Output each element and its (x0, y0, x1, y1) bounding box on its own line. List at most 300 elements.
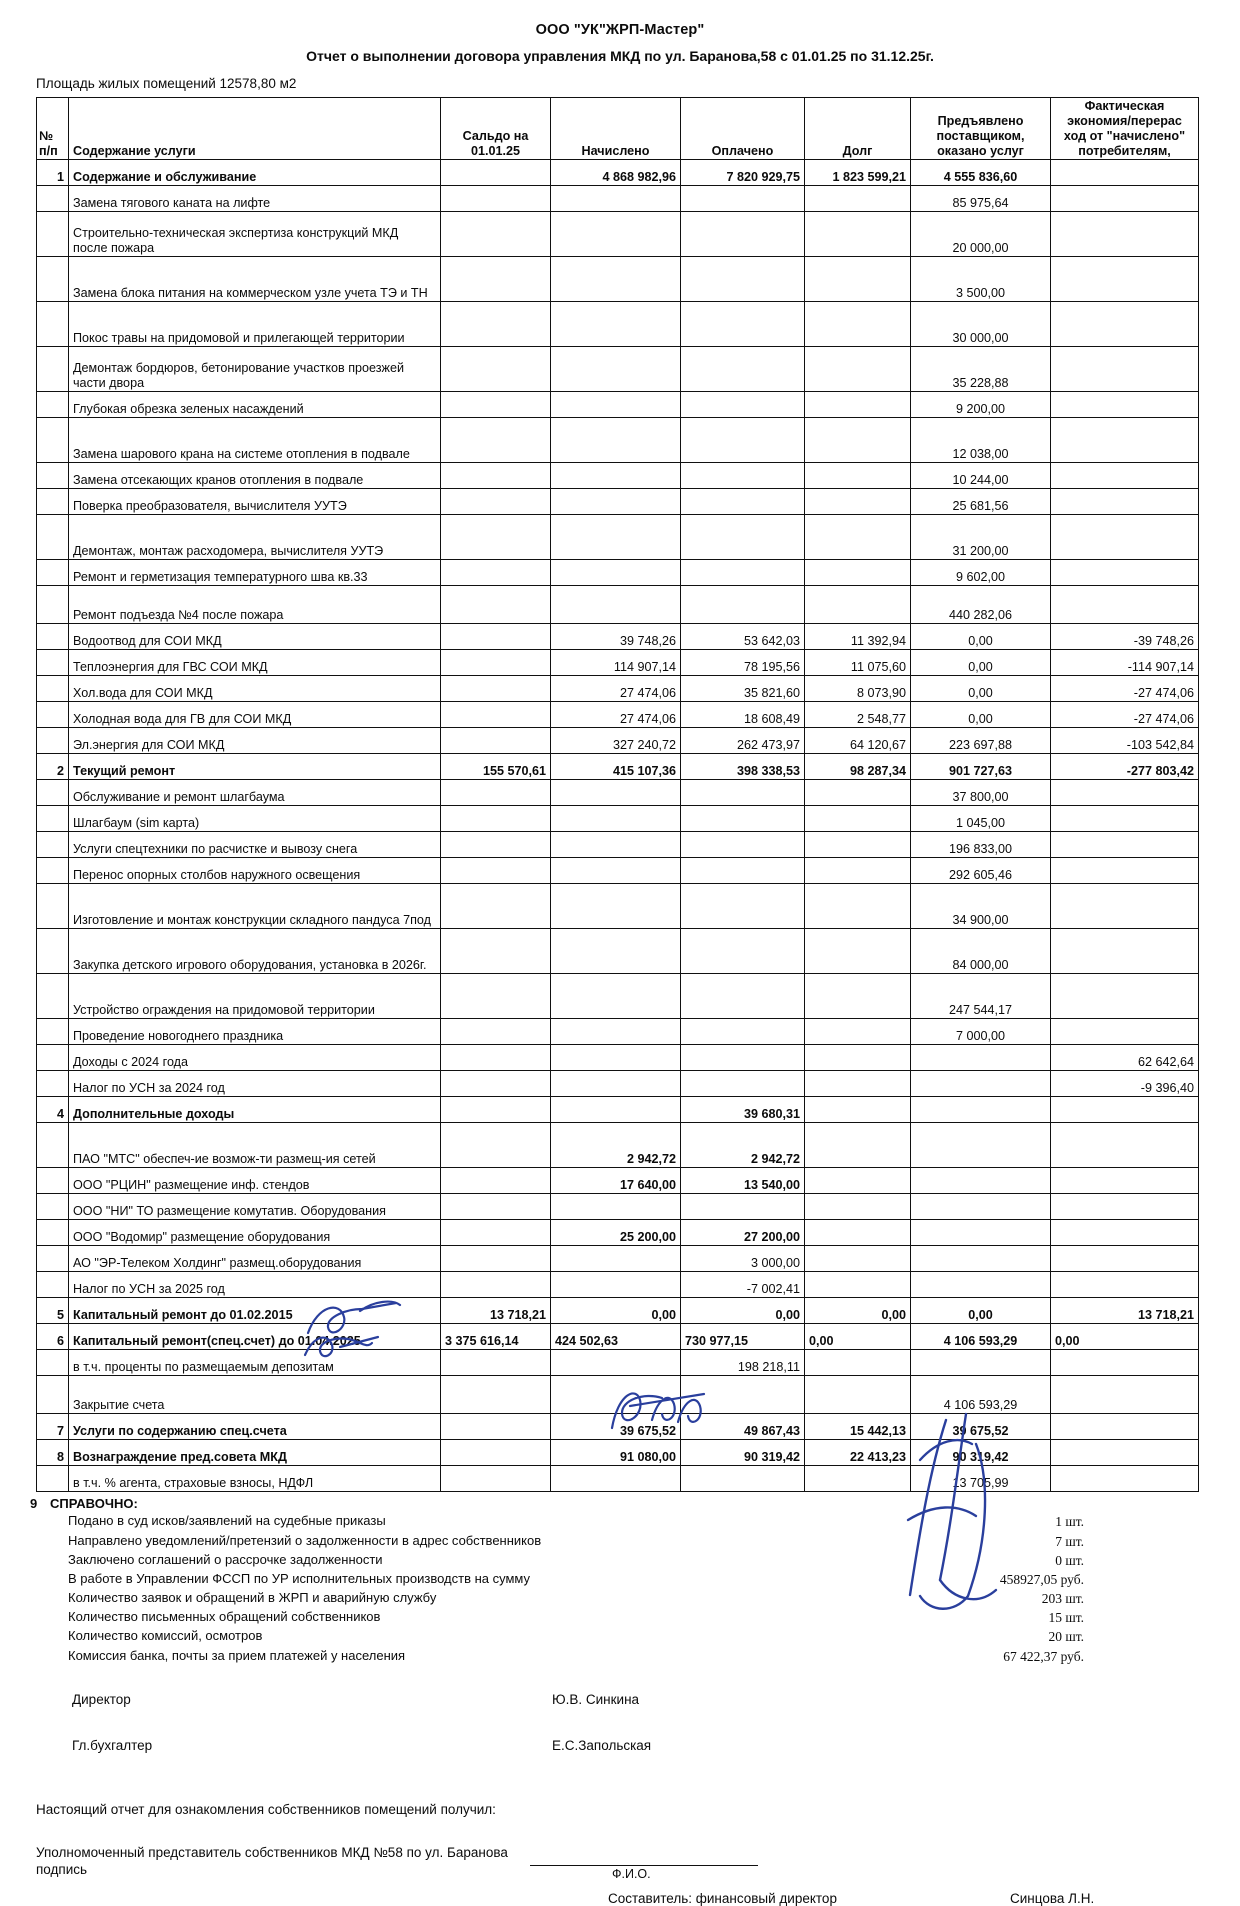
cell-opl: 2 942,72 (681, 1123, 805, 1168)
cell-saldo (441, 884, 551, 929)
cell-pred: 34 900,00 (911, 884, 1051, 929)
cell-opl: 35 821,60 (681, 676, 805, 702)
cell-nach (551, 1350, 681, 1376)
column-header-line: 01.01.25 (470, 143, 521, 158)
cell-nach (551, 489, 681, 515)
cell-saldo (441, 1414, 551, 1440)
cell-opl (681, 884, 805, 929)
cell-saldo: 13 718,21 (441, 1298, 551, 1324)
cell-num (37, 257, 69, 302)
cell-opl: 78 195,56 (681, 650, 805, 676)
cell-saldo (441, 1272, 551, 1298)
cell-econ (1051, 1246, 1199, 1272)
cell-pred: 901 727,63 (911, 754, 1051, 780)
cell-saldo (441, 702, 551, 728)
cell-num: 7 (37, 1414, 69, 1440)
fio-rule (530, 1865, 758, 1866)
cell-pred: 0,00 (911, 1298, 1051, 1324)
cell-name: Проведение новогоднего праздника (69, 1019, 441, 1045)
cell-econ (1051, 832, 1199, 858)
cell-nach (551, 463, 681, 489)
cell-opl (681, 560, 805, 586)
cell-econ: -27 474,06 (1051, 676, 1199, 702)
cell-num (37, 489, 69, 515)
cell-dolg: 22 413,23 (805, 1440, 911, 1466)
cell-econ (1051, 1123, 1199, 1168)
cell-econ: -27 474,06 (1051, 702, 1199, 728)
compiler-label: Составитель: финансовый директор (608, 1890, 837, 1906)
cell-nach: 114 907,14 (551, 650, 681, 676)
cell-pred: 0,00 (911, 650, 1051, 676)
cell-num (37, 515, 69, 560)
cell-econ (1051, 515, 1199, 560)
cell-name: Замена блока питания на коммерческом узле учета ТЭ и ТН (69, 257, 441, 302)
cell-name: Содержание и обслуживание (69, 160, 441, 186)
table-row (37, 586, 1199, 624)
table-row (37, 1298, 1199, 1324)
cell-econ (1051, 1414, 1199, 1440)
cell-dolg (805, 489, 911, 515)
received-note: Настоящий отчет для ознакомления собственников помещений получил: (36, 1801, 496, 1817)
cell-dolg (805, 418, 911, 463)
cell-saldo (441, 586, 551, 624)
cell-econ (1051, 974, 1199, 1019)
cell-econ (1051, 302, 1199, 347)
spravochno-item-value: 20 шт. (1048, 1629, 1084, 1645)
cell-dolg (805, 463, 911, 489)
cell-opl: 262 473,97 (681, 728, 805, 754)
cell-pred (911, 1220, 1051, 1246)
table-row (37, 1466, 1199, 1492)
cell-num (37, 929, 69, 974)
cell-nach (551, 1246, 681, 1272)
cell-num (37, 974, 69, 1019)
table-row (37, 418, 1199, 463)
cell-econ (1051, 1376, 1199, 1414)
cell-name: Услуги по содержанию спец.счета (69, 1414, 441, 1440)
column-header-line: Начислено (581, 143, 650, 158)
cell-saldo (441, 650, 551, 676)
cell-dolg (805, 1045, 911, 1071)
cell-saldo (441, 515, 551, 560)
cell-opl: -7 002,41 (681, 1272, 805, 1298)
cell-pred: 85 975,64 (911, 186, 1051, 212)
spravochno-item (36, 1608, 1232, 1627)
cell-econ (1051, 257, 1199, 302)
cell-name: Вознаграждение пред.совета МКД (69, 1440, 441, 1466)
table-row (37, 489, 1199, 515)
cell-name: Строительно-техническая экспертиза конструкций МКД после пожара (69, 212, 441, 257)
cell-pred: 4 555 836,60 (911, 160, 1051, 186)
cell-nach (551, 1376, 681, 1414)
cell-name: ООО "РЦИН" размещение инф. стендов (69, 1168, 441, 1194)
cell-name: Устройство ограждения на придомовой территории (69, 974, 441, 1019)
cell-pred: 30 000,00 (911, 302, 1051, 347)
cell-opl (681, 257, 805, 302)
cell-pred (911, 1272, 1051, 1298)
column-header-line: экономия/перерас (1067, 113, 1182, 128)
cell-num (37, 1246, 69, 1272)
cell-name: Водоотвод для СОИ МКД (69, 624, 441, 650)
column-header-line: Долг (842, 143, 873, 158)
cell-nach (551, 1045, 681, 1071)
cell-nach: 424 502,63 (551, 1324, 681, 1350)
cell-num: 4 (37, 1097, 69, 1123)
report-table-wrap (0, 91, 1240, 1492)
cell-saldo (441, 1045, 551, 1071)
spravochno-title (30, 1496, 1232, 1512)
cell-nach (551, 560, 681, 586)
cell-pred: 292 605,46 (911, 858, 1051, 884)
cell-dolg (805, 515, 911, 560)
cell-dolg (805, 858, 911, 884)
cell-dolg (805, 302, 911, 347)
cell-pred (911, 1045, 1051, 1071)
cell-pred: 3 500,00 (911, 257, 1051, 302)
cell-nach: 25 200,00 (551, 1220, 681, 1246)
cell-num (37, 1220, 69, 1246)
cell-dolg (805, 1071, 911, 1097)
cell-name: Демонтаж бордюров, бетонирование участков проезжей части двора (69, 347, 441, 392)
cell-saldo (441, 929, 551, 974)
table-row (37, 515, 1199, 560)
cell-name: Налог по УСН за 2025 год (69, 1272, 441, 1298)
cell-econ (1051, 1272, 1199, 1298)
signature-block (0, 1666, 1240, 1758)
cell-econ: -39 748,26 (1051, 624, 1199, 650)
column-header-line: оказано услуг (937, 143, 1024, 158)
cell-name: Замена отсекающих кранов отопления в подвале (69, 463, 441, 489)
cell-nach: 39 748,26 (551, 624, 681, 650)
cell-saldo: 3 375 616,14 (441, 1324, 551, 1350)
cell-pred: 9 602,00 (911, 560, 1051, 586)
cell-opl (681, 929, 805, 974)
cell-nach: 0,00 (551, 1298, 681, 1324)
cell-saldo (441, 1071, 551, 1097)
spravochno-item-label: Направлено уведомлений/претензий о задолженности в адрес собственников (68, 1532, 542, 1548)
cell-opl (681, 1466, 805, 1492)
cell-name: Теплоэнергия для ГВС СОИ МКД (69, 650, 441, 676)
column-header-line: Предъявлено (937, 113, 1024, 128)
table-row (37, 1194, 1199, 1220)
cell-pred: 20 000,00 (911, 212, 1051, 257)
cell-name: Налог по УСН за 2024 год (69, 1071, 441, 1097)
cell-dolg (805, 884, 911, 929)
cell-opl (681, 302, 805, 347)
compiler-name: Синцова Л.Н. (1010, 1890, 1095, 1906)
cell-saldo (441, 1123, 551, 1168)
report-table (36, 97, 1199, 1492)
column-header-line: Содержание услуги (73, 143, 196, 158)
cell-opl (681, 1194, 805, 1220)
cell-num (37, 728, 69, 754)
cell-pred: 0,00 (911, 624, 1051, 650)
cell-opl (681, 1071, 805, 1097)
table-row (37, 1272, 1199, 1298)
cell-opl: 18 608,49 (681, 702, 805, 728)
table-row (37, 754, 1199, 780)
cell-opl (681, 515, 805, 560)
cell-opl (681, 974, 805, 1019)
spravochno-title-text: СПРАВОЧНО: (50, 1496, 138, 1512)
cell-saldo (441, 302, 551, 347)
table-header-row (37, 98, 1199, 160)
cell-econ (1051, 160, 1199, 186)
cell-dolg (805, 1466, 911, 1492)
table-row (37, 302, 1199, 347)
cell-pred (911, 1097, 1051, 1123)
cell-pred: 37 800,00 (911, 780, 1051, 806)
cell-num: 1 (37, 160, 69, 186)
spravochno-item-value: 67 422,37 руб. (1003, 1648, 1084, 1664)
cell-name: Ремонт и герметизация температурного шва кв.33 (69, 560, 441, 586)
cell-saldo (441, 186, 551, 212)
cell-opl: 27 200,00 (681, 1220, 805, 1246)
table-row (37, 974, 1199, 1019)
cell-saldo (441, 392, 551, 418)
cell-pred: 31 200,00 (911, 515, 1051, 560)
cell-nach: 39 675,52 (551, 1414, 681, 1440)
cell-nach (551, 212, 681, 257)
cell-dolg: 8 073,90 (805, 676, 911, 702)
spravochno-item-label: Комиссия банка, почты за прием платежей у населения (68, 1647, 406, 1663)
table-row (37, 858, 1199, 884)
cell-dolg (805, 186, 911, 212)
cell-num (37, 1045, 69, 1071)
cell-saldo (441, 806, 551, 832)
cell-num (37, 1123, 69, 1168)
cell-nach (551, 832, 681, 858)
cell-opl (681, 858, 805, 884)
cell-econ: 0,00 (1051, 1324, 1199, 1350)
cell-name: Покос травы на придомовой и прилегающей территории (69, 302, 441, 347)
cell-saldo (441, 676, 551, 702)
cell-pred: 39 675,52 (911, 1414, 1051, 1440)
cell-pred (911, 1071, 1051, 1097)
table-row (37, 1045, 1199, 1071)
cell-opl: 730 977,15 (681, 1324, 805, 1350)
column-header-line: потребителям, (1078, 143, 1171, 158)
cell-dolg (805, 1168, 911, 1194)
cell-saldo (441, 1350, 551, 1376)
cell-dolg (805, 832, 911, 858)
cell-nach (551, 858, 681, 884)
cell-nach (551, 186, 681, 212)
cell-pred: 0,00 (911, 676, 1051, 702)
cell-num (37, 1019, 69, 1045)
cell-num (37, 780, 69, 806)
cell-opl: 90 319,42 (681, 1440, 805, 1466)
cell-nach (551, 1194, 681, 1220)
cell-econ (1051, 392, 1199, 418)
cell-opl (681, 780, 805, 806)
cell-opl (681, 1045, 805, 1071)
column-header-line: Сальдо на (462, 128, 529, 143)
cell-nach (551, 806, 681, 832)
cell-dolg: 15 442,13 (805, 1414, 911, 1440)
cell-dolg: 0,00 (805, 1324, 911, 1350)
table-row (37, 1071, 1199, 1097)
spravochno-item (36, 1627, 1232, 1646)
cell-num: 6 (37, 1324, 69, 1350)
cell-pred: 12 038,00 (911, 418, 1051, 463)
cell-opl (681, 392, 805, 418)
cell-nach (551, 1071, 681, 1097)
cell-name: Текущий ремонт (69, 754, 441, 780)
cell-name: Доходы с 2024 года (69, 1045, 441, 1071)
cell-num (37, 186, 69, 212)
cell-num (37, 1071, 69, 1097)
cell-saldo (441, 728, 551, 754)
spravochno-item-label: Количество комиссий, осмотров (68, 1628, 263, 1644)
cell-nach: 2 942,72 (551, 1123, 681, 1168)
table-row (37, 728, 1199, 754)
cell-num (37, 624, 69, 650)
table-row (37, 560, 1199, 586)
cell-econ (1051, 780, 1199, 806)
table-row (37, 186, 1199, 212)
table-row (37, 392, 1199, 418)
column-header-line: Фактическая (1084, 99, 1165, 113)
representative-signature-label: подпись (36, 1861, 88, 1877)
table-row (37, 1350, 1199, 1376)
cell-num (37, 1272, 69, 1298)
cell-pred (911, 1350, 1051, 1376)
cell-nach (551, 302, 681, 347)
cell-num (37, 1466, 69, 1492)
cell-nach (551, 418, 681, 463)
cell-opl: 53 642,03 (681, 624, 805, 650)
spravochno-item (36, 1570, 1232, 1589)
spravochno-index: 9 (30, 1496, 38, 1512)
cell-dolg: 64 120,67 (805, 728, 911, 754)
cell-nach: 27 474,06 (551, 702, 681, 728)
cell-dolg (805, 1220, 911, 1246)
table-row (37, 832, 1199, 858)
cell-name: Капитальный ремонт до 01.02.2015 (69, 1298, 441, 1324)
column-header-econ (1051, 98, 1199, 160)
cell-saldo: 155 570,61 (441, 754, 551, 780)
cell-name: Закрытие счета (69, 1376, 441, 1414)
table-row (37, 624, 1199, 650)
cell-name: Замена тягового каната на лифте (69, 186, 441, 212)
cell-opl: 7 820 929,75 (681, 160, 805, 186)
cell-econ: -9 396,40 (1051, 1071, 1199, 1097)
cell-pred: 223 697,88 (911, 728, 1051, 754)
cell-dolg (805, 974, 911, 1019)
cell-saldo (441, 1097, 551, 1123)
cell-pred: 90 319,42 (911, 1440, 1051, 1466)
cell-num (37, 676, 69, 702)
cell-dolg (805, 1097, 911, 1123)
cell-dolg: 98 287,34 (805, 754, 911, 780)
cell-econ (1051, 347, 1199, 392)
cell-dolg (805, 929, 911, 974)
spravochno-item (36, 1551, 1232, 1570)
cell-econ (1051, 1350, 1199, 1376)
representative-line: Уполномоченный представитель собственников МКД №58 по ул. Баранова (36, 1844, 508, 1860)
cell-nach (551, 1466, 681, 1492)
spravochno-section (0, 1492, 1240, 1665)
cell-saldo (441, 463, 551, 489)
spravochno-item-value: 15 шт. (1048, 1610, 1084, 1626)
cell-saldo (441, 858, 551, 884)
cell-pred: 13 705,99 (911, 1466, 1051, 1492)
column-header-line: Оплачено (711, 143, 774, 158)
table-row (37, 929, 1199, 974)
signature-row (36, 1738, 1232, 1758)
cell-pred: 9 200,00 (911, 392, 1051, 418)
signature-mark-area (252, 1738, 552, 1758)
spravochno-item-label: Подано в суд исков/заявлений на судебные приказы (68, 1513, 386, 1529)
cell-econ (1051, 560, 1199, 586)
cell-econ (1051, 586, 1199, 624)
cell-dolg (805, 560, 911, 586)
cell-econ (1051, 1097, 1199, 1123)
cell-econ (1051, 418, 1199, 463)
cell-opl (681, 1019, 805, 1045)
cell-pred: 247 544,17 (911, 974, 1051, 1019)
cell-dolg (805, 347, 911, 392)
cell-nach: 17 640,00 (551, 1168, 681, 1194)
cell-econ (1051, 463, 1199, 489)
cell-opl: 198 218,11 (681, 1350, 805, 1376)
cell-dolg (805, 1350, 911, 1376)
cell-saldo (441, 624, 551, 650)
table-row (37, 212, 1199, 257)
cell-saldo (441, 1246, 551, 1272)
cell-econ (1051, 1168, 1199, 1194)
spravochno-item-label: Количество письменных обращений собственников (68, 1609, 381, 1625)
table-row (37, 780, 1199, 806)
cell-pred: 10 244,00 (911, 463, 1051, 489)
cell-pred: 1 045,00 (911, 806, 1051, 832)
table-row (37, 1246, 1199, 1272)
cell-name: Поверка преобразователя, вычислителя УУТЭ (69, 489, 441, 515)
cell-name: Перенос опорных столбов наружного освещения (69, 858, 441, 884)
cell-econ (1051, 186, 1199, 212)
cell-opl (681, 463, 805, 489)
cell-dolg (805, 212, 911, 257)
cell-econ (1051, 1019, 1199, 1045)
spravochno-item (36, 1647, 1232, 1666)
cell-opl (681, 586, 805, 624)
cell-econ (1051, 1440, 1199, 1466)
cell-nach: 327 240,72 (551, 728, 681, 754)
cell-pred (911, 1123, 1051, 1168)
cell-name: ООО "НИ" ТО размещение комутатив. Оборудования (69, 1194, 441, 1220)
cell-opl: 39 680,31 (681, 1097, 805, 1123)
cell-saldo (441, 489, 551, 515)
cell-dolg (805, 1194, 911, 1220)
table-row (37, 702, 1199, 728)
cell-name: Глубокая обрезка зеленых насаждений (69, 392, 441, 418)
cell-num (37, 806, 69, 832)
cell-name: АО "ЭР-Телеком Холдинг" размещ.оборудования (69, 1246, 441, 1272)
spravochno-list (36, 1512, 1232, 1665)
cell-num: 5 (37, 1298, 69, 1324)
cell-nach (551, 1097, 681, 1123)
column-header-name (69, 98, 441, 160)
cell-pred: 84 000,00 (911, 929, 1051, 974)
spravochno-item-label: Заключено соглашений о рассрочке задолженности (68, 1551, 383, 1567)
cell-econ (1051, 212, 1199, 257)
cell-saldo (441, 1220, 551, 1246)
column-header-opl (681, 98, 805, 160)
cell-pred: 4 106 593,29 (911, 1376, 1051, 1414)
cell-pred (911, 1168, 1051, 1194)
spravochno-item-value: 458927,05 руб. (999, 1571, 1084, 1587)
